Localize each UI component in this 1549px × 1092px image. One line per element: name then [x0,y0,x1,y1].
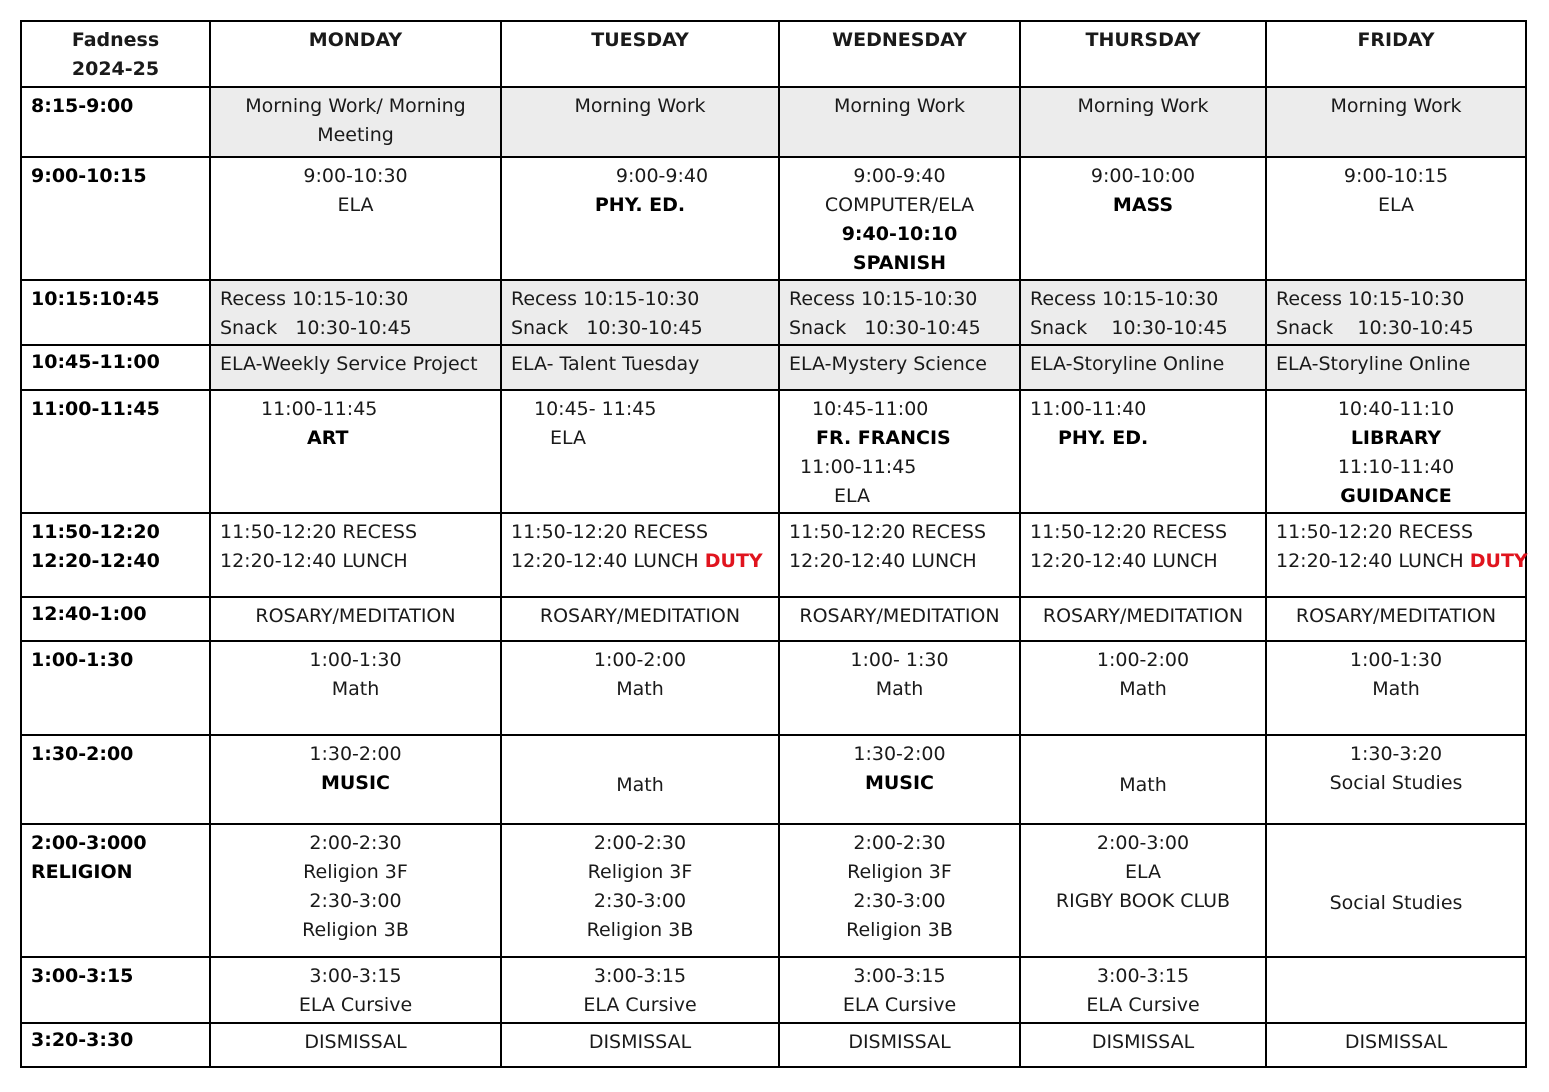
snack-line: Snack 10:30-10:45 [220,317,412,339]
cell-tuesday [501,513,779,597]
cell-time: 3:00-3:15 [309,965,402,987]
cell-thursday: DISMISSAL [1020,1023,1266,1067]
cell-wednesday [779,735,1020,824]
cell-time: 9:40-10:10 [841,223,958,245]
cell-time: 3:00-3:15 [853,965,946,987]
cell-time: 2:30-3:00 [309,890,402,912]
cell-tuesday [501,157,779,280]
cell-friday [1266,280,1526,345]
cell-thursday [1020,957,1266,1023]
lunch-text: 12:20-12:40 LUNCH [511,550,699,572]
cell-friday [1266,735,1526,824]
day-header-wednesday: WEDNESDAY [779,21,1020,87]
cell-time: 9:00-10:30 [303,165,408,187]
period-row [21,735,1526,824]
cell-thursday: Math [1020,735,1266,824]
period-row [21,87,1526,157]
cell-thursday [1020,280,1266,345]
time-slot-lunch: 12:20-12:40 [31,550,160,572]
cell-wednesday [779,390,1020,513]
period-row [21,641,1526,735]
teacher-name: Fadness [71,29,160,51]
cell-time: 1:00-2:00 [593,649,687,671]
cell-subject: GUIDANCE [1340,485,1452,507]
cell-subject: ELA [337,194,374,216]
cell-thursday [1020,157,1266,280]
cell-monday [210,641,501,735]
cell-subject: ELA [834,485,871,507]
cell-time: 3:00-3:15 [1096,965,1190,987]
cell-wednesday: DISMISSAL [779,1023,1020,1067]
cell-monday [210,390,501,513]
time-slot: 11:00-11:45 [21,390,210,513]
duty-badge: DUTY [1469,550,1528,572]
cell-friday: ELA-Storyline Online [1266,345,1526,390]
cell-subject: Math [1372,678,1420,700]
period-row [21,280,1526,345]
cell-time: 11:00-11:45 [261,398,378,420]
snack-line: Snack 10:30-10:45 [511,317,703,339]
time-slot-range: 2:00-3:000 [31,832,147,854]
time-slot-subject: RELIGION [31,861,133,883]
recess-line: 11:50-12:20 RECESS [1276,521,1474,543]
cell-subject: Social Studies [1329,772,1463,794]
cell-time: 2:30-3:00 [593,890,687,912]
cell-time: 9:00-10:00 [1090,165,1196,187]
cell-thursday [1020,390,1266,513]
lunch-line: 12:20-12:40 LUNCH [220,550,408,572]
cell-monday: ROSARY/MEDITATION [210,597,501,641]
cell-subject: Religion 3F [847,861,952,883]
cell-tuesday [501,641,779,735]
cell-subject: Math [1119,678,1167,700]
cell-wednesday [779,641,1020,735]
time-slot: 1:00-1:30 [21,641,210,735]
cell-subject: ELA Cursive [583,994,697,1016]
time-slot: 12:40-1:00 [21,597,210,641]
time-slot: 1:30-2:00 [21,735,210,824]
cell-friday: ROSARY/MEDITATION [1266,597,1526,641]
lunch-line: 12:20-12:40 LUNCH [1030,550,1218,572]
schedule-table [20,20,1527,1068]
recess-line: 11:50-12:20 RECESS [789,521,987,543]
cell-text: Meeting [317,124,394,146]
period-row [21,157,1526,280]
cell-monday [210,157,501,280]
period-row [21,597,1526,641]
period-row [21,345,1526,390]
recess-line: 11:50-12:20 RECESS [220,521,418,543]
snack-line: Snack 10:30-10:45 [1276,317,1474,339]
period-row [21,957,1526,1023]
recess-line: Recess 10:15-10:30 [511,288,700,310]
cell-time: 11:00-11:40 [1030,398,1147,420]
recess-line: 11:50-12:20 RECESS [1030,521,1228,543]
cell-subject: RIGBY BOOK CLUB [1055,890,1231,912]
cell-time: 2:00-3:00 [1096,832,1190,854]
cell-time: 1:30-2:00 [853,743,946,765]
cell-friday: Social Studies [1266,824,1526,957]
time-slot: 10:45-11:00 [21,345,210,390]
cell-wednesday: Morning Work [779,87,1020,157]
cell-subject: Religion 3B [302,919,409,941]
cell-subject: SPANISH [852,252,947,274]
cell-subject: MASS [1112,194,1174,216]
cell-time: 10:45-11:00 [812,398,929,420]
cell-friday [1266,957,1526,1023]
cell-tuesday: ELA- Talent Tuesday [501,345,779,390]
cell-time: 1:00-1:30 [309,649,402,671]
cell-subject: Math [331,678,380,700]
time-slot: 3:00-3:15 [21,957,210,1023]
cell-subject: MUSIC [864,772,935,794]
day-header-friday: FRIDAY [1266,21,1526,87]
cell-thursday: ROSARY/MEDITATION [1020,597,1266,641]
cell-subject: ELA [1377,194,1415,216]
cell-subject: Religion 3F [587,861,693,883]
cell-subject: ART [307,427,349,449]
cell-subject: Math [875,678,924,700]
time-slot [21,513,210,597]
day-header-tuesday: TUESDAY [501,21,779,87]
schedule-owner-year [21,21,210,87]
lunch-line: 12:20-12:40 LUNCH [789,550,977,572]
day-header-thursday: THURSDAY [1020,21,1266,87]
snack-line: Snack 10:30-10:45 [789,317,981,339]
recess-line: Recess 10:15-10:30 [220,288,409,310]
cell-tuesday [501,824,779,957]
header-row [21,21,1526,87]
cell-time: 9:00-9:40 [615,165,709,187]
cell-wednesday [779,157,1020,280]
period-row [21,1023,1526,1067]
cell-time: 9:00-9:40 [853,165,946,187]
cell-thursday [1020,824,1266,957]
cell-time: 11:10-11:40 [1337,456,1455,478]
cell-time: 2:30-3:00 [853,890,946,912]
cell-thursday [1020,641,1266,735]
cell-time: 1:30-2:00 [309,743,402,765]
cell-wednesday [779,957,1020,1023]
cell-time: 10:40-11:10 [1337,398,1455,420]
cell-wednesday [779,513,1020,597]
cell-monday: ELA-Weekly Service Project [210,345,501,390]
period-row [21,824,1526,957]
cell-subject: ELA [1124,861,1162,883]
cell-monday [210,513,501,597]
cell-wednesday [779,280,1020,345]
cell-monday [210,824,501,957]
cell-thursday [1020,513,1266,597]
cell-subject: FR. FRANCIS [816,427,951,449]
recess-line: 11:50-12:20 RECESS [511,521,709,543]
cell-tuesday: Morning Work [501,87,779,157]
cell-time: 2:00-2:30 [309,832,402,854]
time-slot: 9:00-10:15 [21,157,210,280]
cell-time: 9:00-10:15 [1343,165,1449,187]
cell-thursday: Morning Work [1020,87,1266,157]
lunch-line [1276,547,1528,576]
lunch-line [511,547,778,576]
recess-line: Recess 10:15-10:30 [1276,288,1465,310]
cell-time: 3:00-3:15 [593,965,687,987]
time-slot [21,824,210,957]
cell-subject: ELA [550,427,587,449]
cell-friday [1266,641,1526,735]
cell-subject: Religion 3B [846,919,953,941]
cell-monday [210,87,501,157]
cell-tuesday: DISMISSAL [501,1023,779,1067]
time-slot-recess: 11:50-12:20 [31,521,160,543]
cell-subject: ELA Cursive [842,994,957,1016]
time-slot: 8:15-9:00 [21,87,210,157]
cell-tuesday [501,280,779,345]
cell-time: 1:30-3:20 [1349,743,1443,765]
cell-subject: Math [616,678,664,700]
cell-subject: Religion 3B [586,919,694,941]
cell-friday: DISMISSAL [1266,1023,1526,1067]
cell-time: 10:45- 11:45 [534,398,657,420]
period-row [21,513,1526,597]
cell-friday [1266,157,1526,280]
cell-friday [1266,390,1526,513]
cell-subject: ELA Cursive [298,994,413,1016]
cell-thursday: ELA-Storyline Online [1020,345,1266,390]
cell-time: 1:00-2:00 [1096,649,1190,671]
cell-tuesday [501,390,779,513]
cell-friday: Morning Work [1266,87,1526,157]
cell-wednesday: ELA-Mystery Science [779,345,1020,390]
cell-subject: COMPUTER/ELA [824,194,975,216]
school-year: 2024-25 [71,58,160,80]
cell-time: 2:00-2:30 [853,832,946,854]
cell-monday: DISMISSAL [210,1023,501,1067]
cell-time: 11:00-11:45 [800,456,917,478]
lunch-text: 12:20-12:40 LUNCH [1276,550,1464,572]
cell-text: Morning Work/ Morning [245,95,466,117]
time-slot: 10:15:10:45 [21,280,210,345]
cell-monday [210,280,501,345]
duty-badge: DUTY [704,550,763,572]
recess-line: Recess 10:15-10:30 [1030,288,1219,310]
cell-time: 1:00-1:30 [1349,649,1443,671]
cell-subject: PHY. ED. [1058,427,1149,449]
cell-tuesday [501,957,779,1023]
snack-line: Snack 10:30-10:45 [1030,317,1228,339]
cell-tuesday: Math [501,735,779,824]
cell-wednesday [779,824,1020,957]
cell-time: 2:00-2:30 [593,832,687,854]
day-header-monday: MONDAY [210,21,501,87]
cell-subject: Religion 3F [303,861,408,883]
cell-subject: PHY. ED. [594,194,686,216]
cell-friday [1266,513,1526,597]
cell-tuesday: ROSARY/MEDITATION [501,597,779,641]
period-row [21,390,1526,513]
recess-line: Recess 10:15-10:30 [789,288,978,310]
cell-subject: MUSIC [320,772,391,794]
cell-wednesday: ROSARY/MEDITATION [779,597,1020,641]
time-slot: 3:20-3:30 [21,1023,210,1067]
cell-monday [210,957,501,1023]
cell-subject: ELA Cursive [1086,994,1200,1016]
cell-time: 1:00- 1:30 [850,649,949,671]
cell-subject: LIBRARY [1350,427,1442,449]
cell-monday [210,735,501,824]
